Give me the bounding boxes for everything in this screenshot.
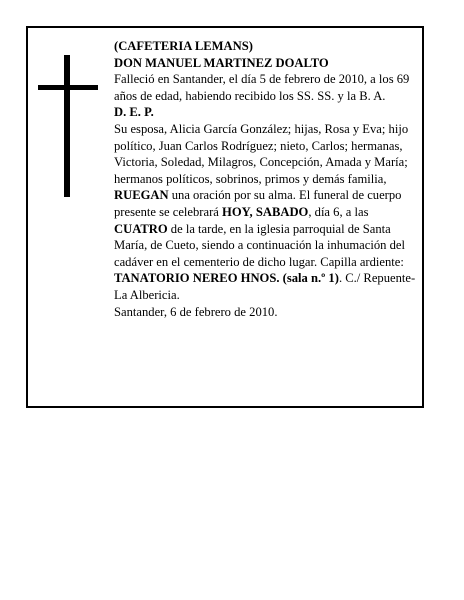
chapel-name: TANATORIO NEREO HNOS. (sala n.º 1) [114, 271, 339, 286]
funeral-text-4: . C./ Repuente-La Albericia. [114, 271, 416, 302]
place-date: Santander, 6 de febrero de 2010. [114, 304, 278, 319]
cafeteria-line: (CAFETERIA LEMANS) [114, 39, 253, 53]
funeral-text-3: de la tarde, en la iglesia parroquial de Santa María, de Cueto, siendo a continuación la inhumación del cadáver en el cementerio de dicho lugar. Capilla ardiente: [114, 221, 405, 269]
funeral-day: HOY, SABADO [222, 204, 309, 219]
funeral-text-2: , día 6, a las [308, 204, 369, 219]
funeral-hour: CUATRO [114, 221, 168, 236]
cross-vertical-bar [64, 55, 70, 197]
cross-icon [38, 55, 98, 197]
cross-horizontal-bar [38, 85, 98, 90]
ruegan-word: RUEGAN [114, 188, 169, 203]
death-statement: Falleció en Santander, el día 5 de febrero de 2010, a los 69 años de edad, habiendo recibido los SS. SS. y la B. A. [114, 72, 410, 103]
deceased-name: DON MANUEL MARTINEZ DOALTO [114, 55, 329, 70]
funeral-paragraph [114, 187, 420, 303]
family-list: Su esposa, Alicia García González; hijas, Rosa y Eva; hijo político, Juan Carlos Rodríguez; nieto, Carlos; hermanas, Victoria, Soledad, Milagros, Concepción, Amada y María; hermanos políticos, sobrinos, primos y demás familia, [114, 121, 409, 186]
obituary-text [114, 38, 420, 320]
dep-line: D. E. P. [114, 105, 154, 120]
funeral-text-1: una oración por su alma. El funeral de cuerpo presente se celebrará [114, 188, 402, 219]
